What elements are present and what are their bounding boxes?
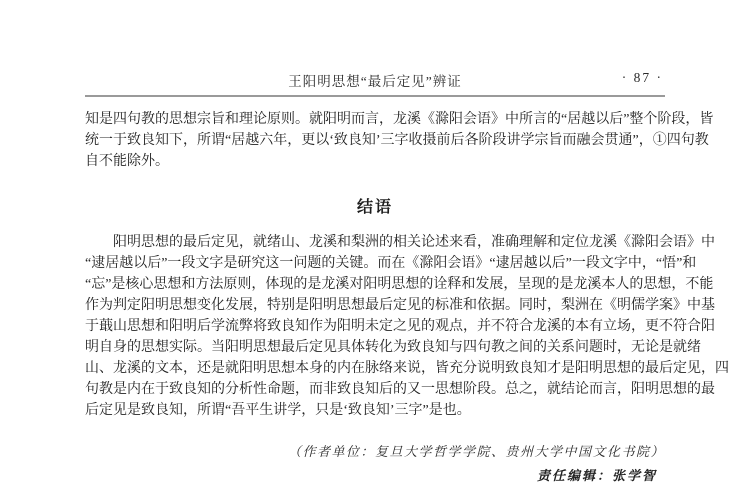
- header-rule: [85, 95, 665, 97]
- responsible-editor: 责任编辑：张学智: [536, 468, 657, 483]
- author-affiliation: （作者单位：复旦大学哲学学院、贵州大学中国文化书院）: [287, 444, 665, 459]
- text-line: 明自身的思想实际。当阳明思想最后定见具体转化为致良知与四句教之间的关系问题时，无论是就绪: [85, 340, 701, 355]
- page-number: · 87 ·: [621, 70, 663, 85]
- text-line: “忘”是核心思想和方法原则，体现的是龙溪对阳明思想的诠释和发展，呈现的是龙溪本人的思想，不能: [85, 277, 714, 292]
- text-line: 作为判定阳明思想变化发展，特别是阳明思想最后定见的标准和依据。同时，梨洲在《明儒学案》中基: [85, 298, 715, 313]
- text-line: 山、龙溪的文本，还是就阳明思想本身的内在脉络来说，皆充分说明致良知才是阳明思想的最后定见，四: [85, 361, 729, 376]
- text-line: 统一于致良知下，所谓“居越六年，更以‘致良知’三字收摄前后各阶段讲学宗旨而融会贯通”，①四句教: [85, 133, 709, 148]
- conclusion-paragraph: [85, 232, 729, 421]
- page-header: [85, 70, 665, 92]
- continuation-paragraph: [85, 109, 714, 172]
- running-title: 王阳明思想“最后定见”辨证: [288, 74, 462, 89]
- text-line: 知是四句教的思想宗旨和理论原则。就阳明而言，龙溪《滁阳会语》中所言的“居越以后”整个阶段，皆: [85, 112, 714, 127]
- text-line: 自不能除外。: [85, 154, 169, 169]
- text-line: 后定见是致良知，所谓“吾平生讲学，只是‘致良知’三字”是也。: [85, 403, 471, 418]
- text-line: 阳明思想的最后定见，就绪山、龙溪和梨洲的相关论述来看，准确理解和定位龙溪《滁阳会语》中: [113, 235, 715, 250]
- text-line: “逮居越以后”一段文字是研究这一问题的关键。而在《滁阳会语》“逮居越以后”一段文字中，“悟”和: [85, 256, 697, 271]
- section-heading: 结语: [356, 199, 393, 216]
- text-line: 句教是内在于致良知的分析性命题，而非致良知后的又一思想阶段。总之，就结论而言，阳明思想的最: [85, 382, 715, 397]
- text-line: 于蕺山思想和阳明后学流弊将致良知作为阳明未定之见的观点，并不符合龙溪的本有立场，更不符合阳: [85, 319, 715, 334]
